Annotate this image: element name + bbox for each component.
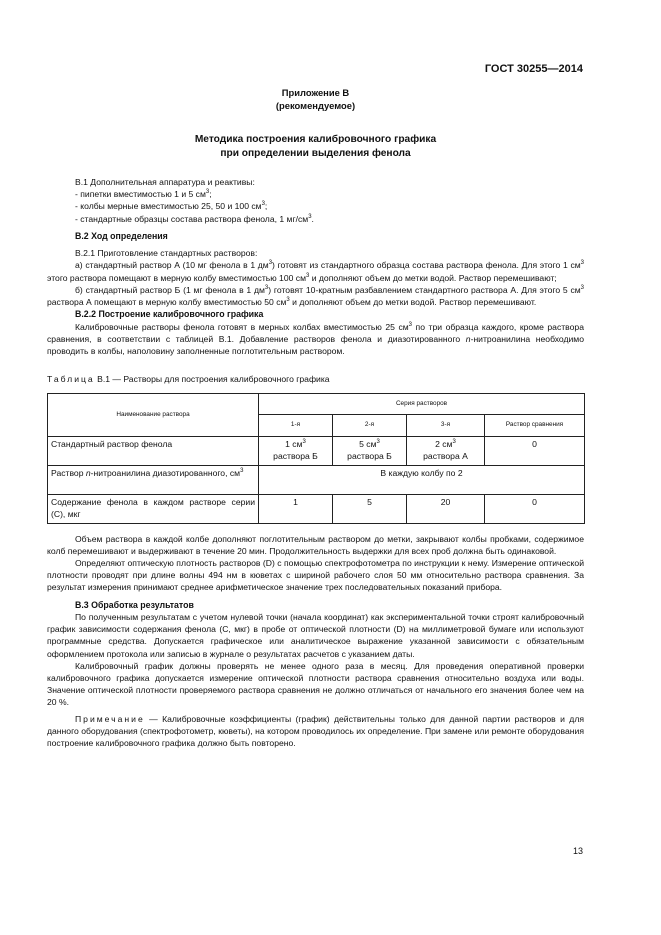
b1-item-3: - стандартные образцы состава раствора фенола, 1 $мг/см^3$. — [75, 213, 314, 224]
solutions-table — [47, 393, 585, 524]
b22-heading: В.2.2 Построение калибровочного графика — [75, 309, 264, 320]
row-1-reference: 0 — [485, 436, 585, 465]
table-caption: Таблица В.1 — Растворы для построения калибровочного графика — [47, 374, 330, 385]
standard-code: ГОСТ 30255—2014 — [484, 63, 583, 75]
method-title-line-1: Методика построения калибровочного графика — [194, 134, 437, 146]
row-1-col-3: 2 $см^3$ раствора А — [407, 436, 485, 465]
row-1-name: Стандартный раствор фенола — [48, 436, 259, 465]
appendix-status: (рекомендуемое) — [275, 99, 356, 111]
after-table-p2: Определяют оптическую плотность растворов (D) с помощью спектрофотометра по инструкции к нему. Измерение оптической плотности проводят при длине волны 494 нм в кюветах с шириной рабочего слоя 50 мм относительно раствора сравнения. За результат измерения принимают среднее арифметическое значение трех последовательных показаний прибора. — [47, 557, 584, 593]
method-title — [47, 133, 584, 161]
row-3-col-1: 1 — [259, 494, 333, 523]
table-header-reference: Раствор сравнения — [485, 414, 585, 436]
method-title-line-2: при определении выделения фенола — [220, 148, 411, 160]
section-b1 — [47, 176, 584, 225]
row-1-col-1: 1 $см^3$ раствора Б — [259, 436, 333, 465]
b21-intro: В.2.1 Приготовление стандартных растворов: — [75, 248, 258, 259]
row-3-name: Содержание фенола в каждом растворе серии (С), мкг — [48, 494, 259, 523]
table-header-col-1: 1-я — [259, 414, 333, 436]
table-row — [48, 494, 585, 523]
b3-p2: Калибровочный график должны проверять не менее одного раза в месяц. Для проведения оперативной проверки калибровочного графика допускается измерение оптической плотности раствора сравнения относительно воздуха или воды. Значение оптической плотности проверяемого раствора сравнения не должно отличаться от начального его значения более чем на 20 %. — [47, 660, 584, 708]
b1-item-2: - колбы мерные вместимостью 25, 50 и 100 $см^3$; — [75, 201, 268, 212]
table-row — [48, 436, 585, 465]
row-2-name: Раствор n-нитроанилина диазотированного, $см^3$ — [48, 465, 259, 494]
row-3-reference: 0 — [485, 494, 585, 523]
appendix-title — [47, 87, 584, 112]
table-row — [48, 465, 585, 494]
table-header-name: Наименование раствора — [48, 393, 259, 436]
b3-note: Примечание — Калибровочные коэффициенты (график) действительны только для данной партии растворов и для данного оборудования (спектрофотометр, кюветы), на котором проводилось их определение. При замене или ремонте оборудования построение калибровочного графика должно быть повторено. — [47, 713, 584, 749]
page-content — [47, 87, 584, 749]
table-header-col-3: 3-я — [407, 414, 485, 436]
row-2-value: В каждую колбу по 2 — [259, 465, 585, 494]
b21-item-a: а) стандартный раствор А (10 мг фенола в 1 $дм^3$) готовят из стандартного образца состава раствора фенола. Для этого 1 $см^3$ этого раствора помещают в мерную колбу вместимостью 100 $см^3$ и дополняют объем до метки водой. Раствор перемешивают; — [47, 260, 584, 283]
appendix-label: Приложение В — [281, 87, 350, 98]
page-number: 13 — [572, 846, 583, 856]
row-3-col-3: 20 — [407, 494, 485, 523]
b1-intro: В.1 Дополнительная аппаратура и реактивы: — [75, 176, 255, 187]
b1-item-1: - пипетки вместимостью 1 и 5 $см^3$; — [75, 189, 212, 200]
after-table-p1: Объем раствора в каждой колбе дополняют поглотительным раствором до метки, закрывают колбы пробками, содержимое колб перемешивают и выдерживают в течение 20 мин. Продолжительность выдержки для всех проб должна быть одинаковой. — [47, 533, 584, 556]
row-3-col-2: 5 — [333, 494, 407, 523]
b2-heading: В.2 Ход определения — [75, 230, 168, 241]
b3-p1: По полученным результатам с учетом нулевой точки (начала координат) как экспериментальной точки строят калибровочный график зависимости содержания фенола (С, мкг) в пробе от оптической плотности (D) на миллиметровой бумаге или используют программные средства. Допускается графическое или аналитическое выражение указанной зависимости с обязательным оформлением протокола или записью в журнале о результатах расчетов с указанием даты. — [47, 612, 584, 659]
b21-item-b: б) стандартный раствор Б (1 мг фенола в 1 $дм^3$) готовят 10-кратным разбавлением стандартного раствора А. Для этого 5 $см^3$ раствора А помещают в мерную колбу вместимостью 50 $см^3$ и дополняют объем до метки водой. Раствор перемешивают. — [47, 284, 584, 308]
table-header-series: Серия растворов — [259, 393, 585, 414]
row-1-col-2: 5 $см^3$ раствора Б — [333, 436, 407, 465]
table-header-row-1 — [48, 393, 585, 414]
b3-heading: В.3 Обработка результатов — [75, 599, 194, 610]
table-header-col-2: 2-я — [333, 414, 407, 436]
b22-text: Калибровочные растворы фенола готовят в мерных колбах вместимостью 25 $см^3$ по три образца каждого, кроме раствора сравнения, в соответствии с таблицей В.1. Добавление растворов фенола и диазотированного n-нитроанилина необходимо проводить в колбы, наполовину заполненные поглотительным раствором. — [47, 321, 584, 357]
